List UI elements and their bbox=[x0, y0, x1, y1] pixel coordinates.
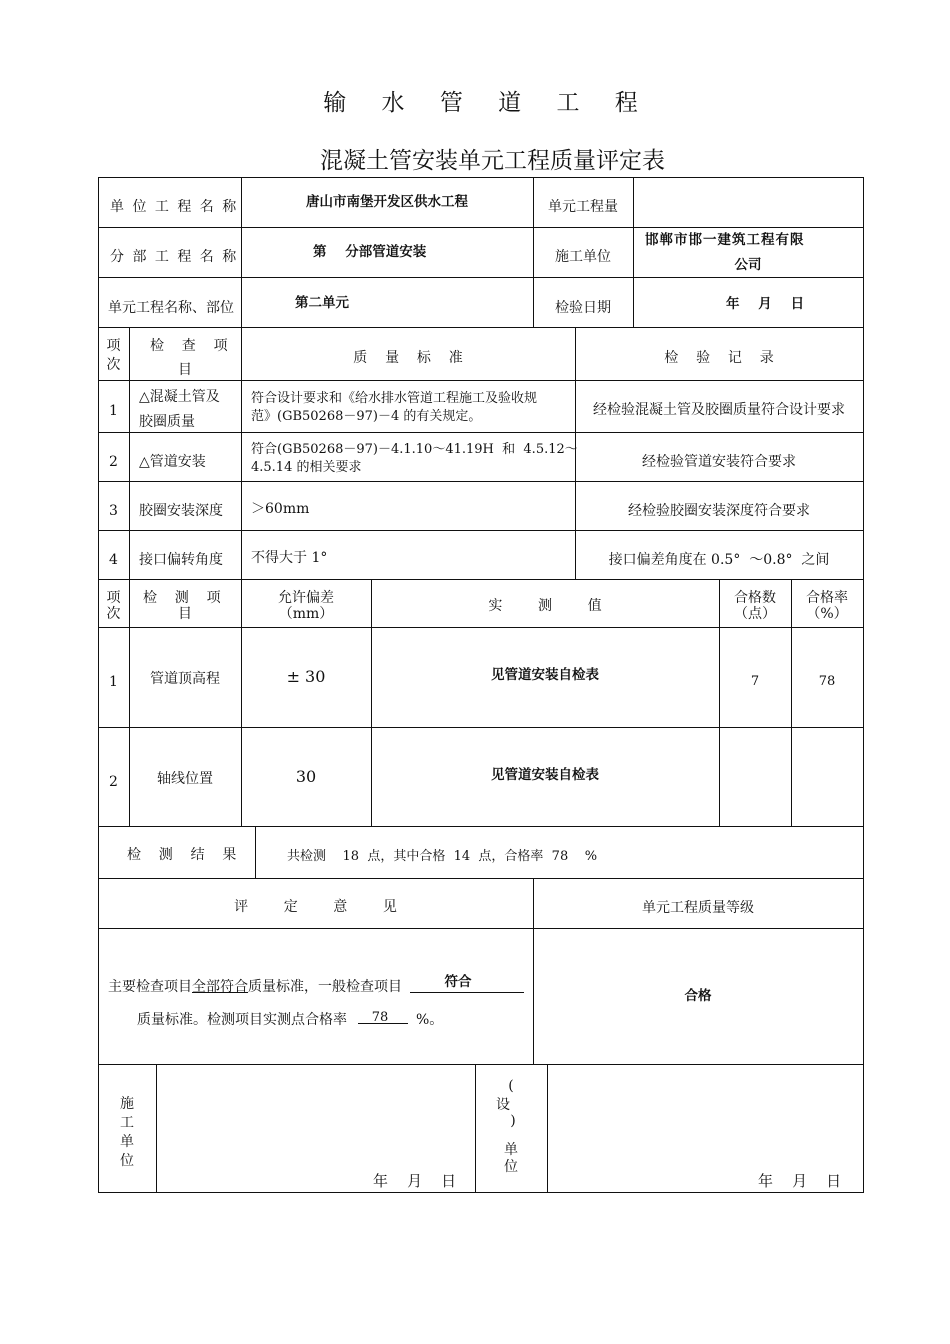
meas-row-2-tolerance: 30 bbox=[295, 767, 317, 786]
unit-quantity-label: 单元工程量 bbox=[548, 199, 618, 215]
insp-col-item-1: 检 查 项 bbox=[150, 338, 228, 354]
contractor-label: 施工单位 bbox=[555, 249, 611, 265]
meas-row-1-tolerance: ± 30 bbox=[286, 667, 326, 686]
meas-col-pass-rate-1: 合格率 bbox=[806, 590, 848, 606]
meas-row-1-pass-rate: 78 bbox=[818, 674, 836, 689]
opinion-rate: 78 bbox=[371, 1010, 389, 1025]
meas-row-1-item: 管道顶高程 bbox=[150, 671, 220, 687]
grade-header: 单元工程质量等级 bbox=[642, 900, 754, 916]
opinion-mid: 质量标准，一般检查项目 bbox=[248, 979, 402, 995]
opinion-line2-prefix: 质量标准。检测项目实测点合格率 bbox=[137, 1012, 347, 1028]
form-title: 混凝土管安装单元工程质量评定表 bbox=[320, 148, 665, 174]
insp-row-4-no: 4 bbox=[109, 552, 118, 568]
insp-row-3-standard: ＞60mm bbox=[251, 501, 310, 517]
meas-row-2-item: 轴线位置 bbox=[157, 771, 213, 787]
general-result-underline bbox=[410, 992, 524, 993]
contractor-value-line1: 邯郸市邯一建筑工程有限 bbox=[645, 232, 805, 248]
element-name-value: 第二单元 bbox=[295, 295, 349, 311]
meas-col-no-1: 项 bbox=[106, 590, 121, 606]
construction-unit-char-4: 位 bbox=[120, 1153, 134, 1169]
insp-row-2-item: △管道安装 bbox=[139, 454, 206, 470]
unit-project-label: 单 位 工 程 名 称 bbox=[110, 199, 239, 215]
insp-row-4-standard: 不得大于 1° bbox=[251, 550, 328, 566]
insp-col-item-2: 目 bbox=[178, 362, 192, 378]
meas-row-1-pass-count: 7 bbox=[750, 674, 760, 689]
meas-col-pass-rate-2: （%） bbox=[806, 606, 848, 622]
supervisor-date: 年 月 日 bbox=[758, 1172, 842, 1190]
insp-row-1-record: 经检验混凝土管及胶圈质量符合设计要求 bbox=[593, 402, 845, 418]
insp-col-standard: 质 量 标 准 bbox=[353, 350, 463, 366]
supervisor-char-6: 位 bbox=[504, 1159, 518, 1175]
unit-project-value: 唐山市南堡开发区供水工程 bbox=[306, 194, 468, 210]
meas-col-no-2: 次 bbox=[106, 606, 121, 622]
opinion-header: 评 定 意 见 bbox=[234, 899, 397, 915]
meas-col-value: 实 测 值 bbox=[488, 598, 602, 614]
meas-col-item-1: 检 测 项 bbox=[143, 590, 221, 606]
document-title: 输 水 管 道 工 程 bbox=[323, 90, 652, 116]
insp-row-4-item: 接口偏转角度 bbox=[139, 552, 223, 568]
supervisor-char-5: 单 bbox=[504, 1142, 518, 1158]
supervisor-char-2: 设 bbox=[496, 1097, 510, 1113]
insp-row-3-item: 胶圈安装深度 bbox=[139, 503, 223, 519]
insp-row-2-record: 经检验管道安装符合要求 bbox=[642, 454, 796, 470]
meas-col-tolerance-1: 允许偏差 bbox=[278, 590, 334, 606]
sub-project-label: 分 部 工 程 名 称 bbox=[110, 249, 239, 265]
construction-unit-char-1: 施 bbox=[120, 1096, 134, 1112]
insp-col-no-2: 次 bbox=[106, 357, 121, 373]
insp-row-3-record: 经检验胶圈安装深度符合要求 bbox=[628, 503, 810, 519]
insp-row-1-standard-1: 符合设计要求和《给水排水管道工程施工及验收规 bbox=[251, 391, 538, 406]
inspection-date-value: 年 月 日 bbox=[726, 296, 805, 312]
construction-unit-char-3: 单 bbox=[120, 1134, 134, 1150]
insp-row-2-standard-2: 4.5.14 的相关要求 bbox=[251, 460, 362, 475]
opinion-prefix: 主要检查项目 bbox=[108, 979, 192, 995]
insp-row-3-no: 3 bbox=[109, 503, 118, 519]
result-label: 检 测 结 果 bbox=[127, 847, 237, 863]
inspection-date-label: 检验日期 bbox=[555, 300, 611, 316]
meas-row-2-value: 见管道安装自检表 bbox=[491, 767, 599, 783]
element-name-label: 单元工程名称、部位 bbox=[108, 300, 234, 316]
insp-row-1-item-2: 胶圈质量 bbox=[139, 414, 195, 430]
meas-col-item-2: 目 bbox=[178, 606, 192, 622]
insp-row-4-record: 接口偏差角度在 0.5° ～0.8° 之间 bbox=[608, 552, 830, 568]
opinion-general-result: 符合 bbox=[444, 974, 472, 990]
insp-row-1-item-1: △混凝土管及 bbox=[139, 389, 220, 405]
meas-row-1-no: 1 bbox=[109, 674, 118, 690]
supervisor-char-3: ) bbox=[510, 1113, 516, 1129]
opinion-line2-suffix: %。 bbox=[416, 1012, 444, 1028]
meas-col-tolerance-2: （mm） bbox=[278, 606, 334, 622]
insp-col-record: 检 验 记 录 bbox=[664, 350, 774, 366]
insp-row-1-no: 1 bbox=[109, 403, 118, 419]
insp-row-1-standard-2: 范》(GB50268－97)－4 的有关规定。 bbox=[251, 409, 482, 424]
insp-row-2-standard-1: 符合(GB50268－97)－4.1.10～41.19H 和 4.5.12～ bbox=[251, 442, 578, 457]
result-text: 共检测 18 点，其中合格 14 点，合格率 78 % bbox=[287, 849, 598, 864]
meas-col-pass-count-1: 合格数 bbox=[734, 590, 776, 606]
meas-row-1-value: 见管道安装自检表 bbox=[491, 667, 599, 683]
construction-date: 年 月 日 bbox=[373, 1172, 457, 1190]
meas-row-2-no: 2 bbox=[109, 774, 118, 790]
grade-value: 合格 bbox=[684, 988, 712, 1004]
construction-unit-char-2: 工 bbox=[120, 1115, 134, 1131]
meas-col-pass-count-2: （点） bbox=[734, 606, 776, 622]
opinion-line1 bbox=[108, 977, 402, 997]
sub-project-value: 第 分部管道安装 bbox=[313, 244, 427, 260]
insp-row-2-no: 2 bbox=[109, 454, 118, 470]
opinion-main-result: 全部符合 bbox=[192, 979, 248, 995]
insp-col-no-1: 项 bbox=[106, 338, 121, 354]
contractor-value-line2: 公司 bbox=[734, 257, 762, 273]
supervisor-char-1: ( bbox=[508, 1078, 514, 1094]
